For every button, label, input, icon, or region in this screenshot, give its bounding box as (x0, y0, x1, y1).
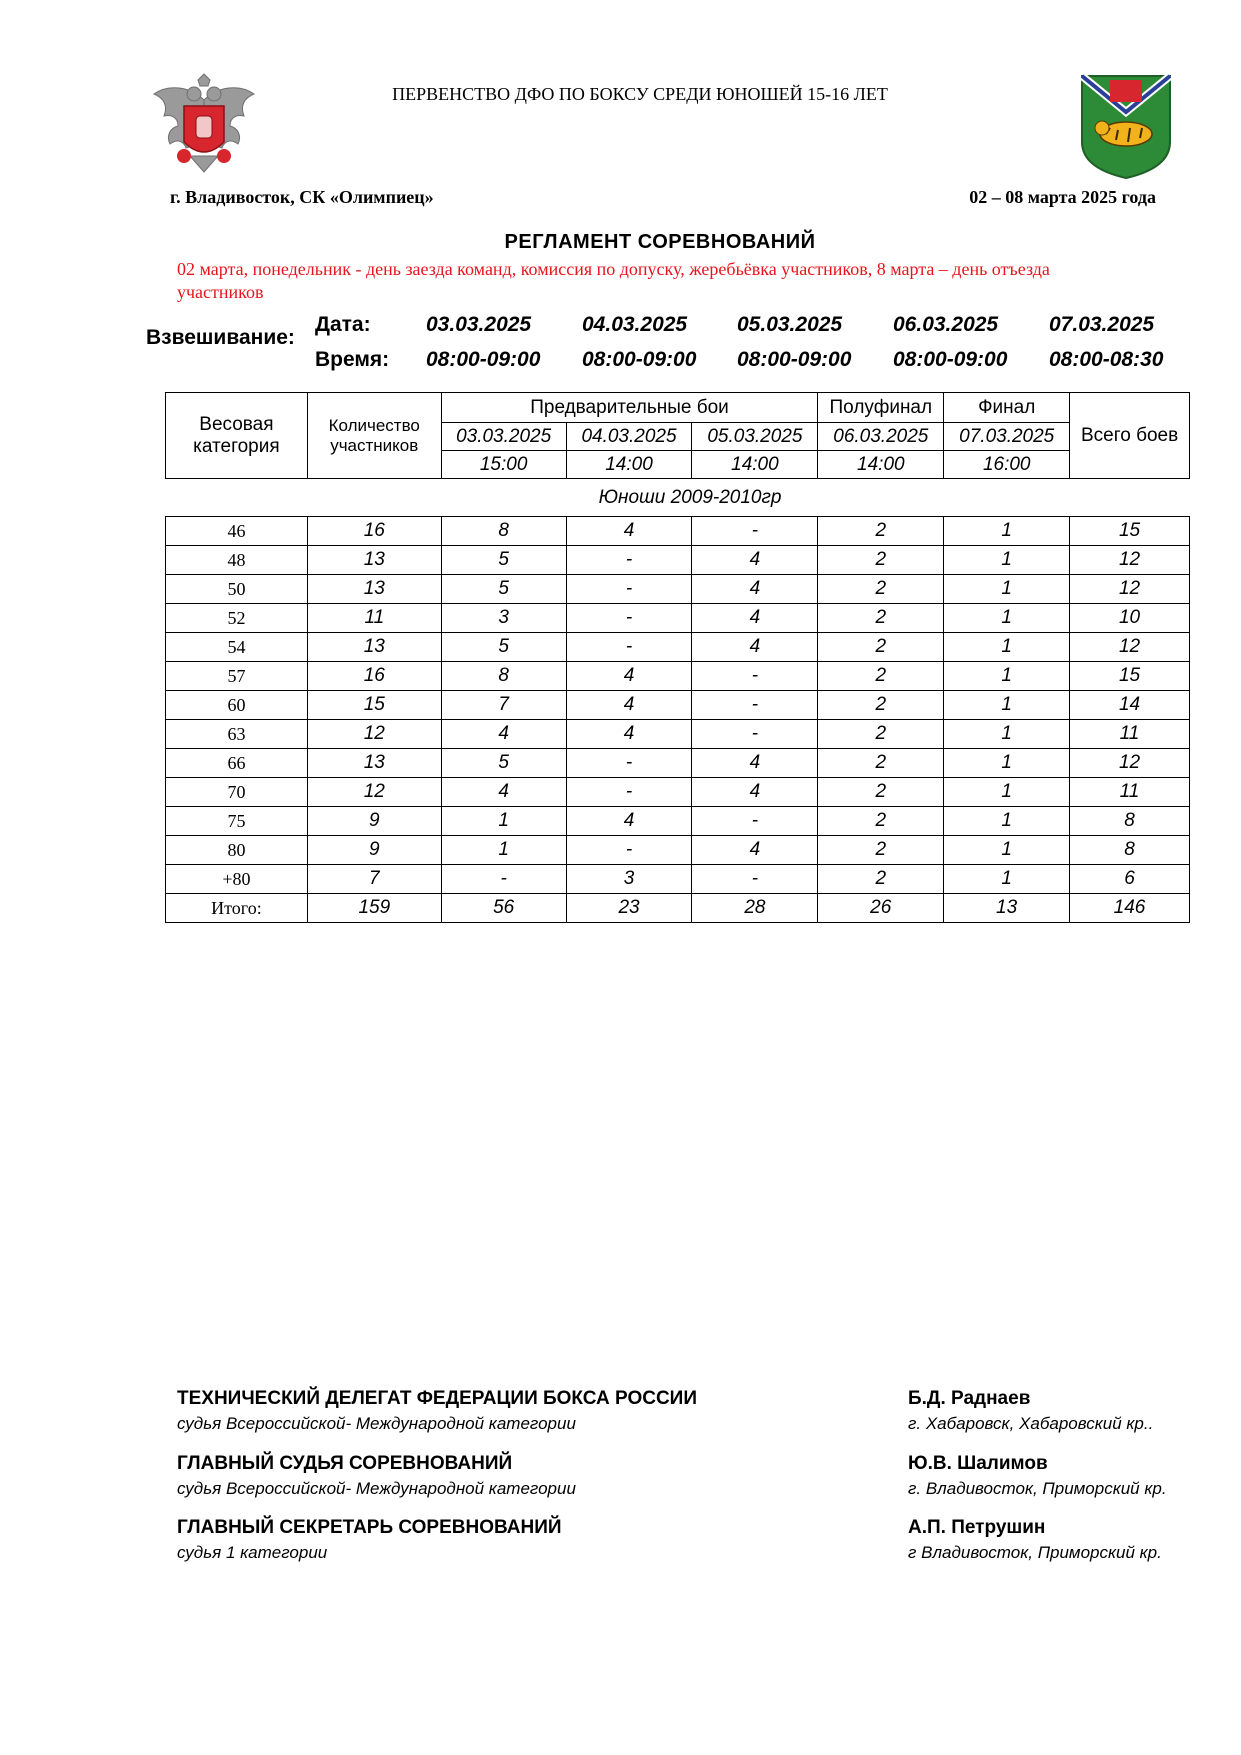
cell-d2: 4 (566, 691, 692, 720)
cell-d3: - (692, 517, 818, 546)
table-row (166, 604, 1190, 633)
round-date-4: 06.03.2025 (818, 423, 944, 451)
table-row (166, 546, 1190, 575)
weighing-date-label: Дата: (315, 313, 371, 336)
cell-total: 12 (1070, 575, 1190, 604)
cell-total: 8 (1070, 807, 1190, 836)
cell-f: 1 (944, 778, 1070, 807)
cell-d2: - (566, 604, 692, 633)
weighing-time-1: 08:00-09:00 (426, 348, 541, 371)
regulation-notice: 02 марта, понедельник - день заезда команд, комиссия по допуску, жеребьёвка участников, 8 марта – день отъезда участников (177, 259, 1050, 302)
cell-d1: - (441, 865, 566, 894)
cell-d2: - (566, 749, 692, 778)
cell-sf: 2 (818, 662, 944, 691)
cell-f: 1 (944, 604, 1070, 633)
table-row (166, 807, 1190, 836)
venue-text: г. Владивосток, СК «Олимпиец» (170, 187, 434, 207)
cell-d1: 8 (441, 662, 566, 691)
cell-d3: - (692, 720, 818, 749)
cell-sf: 2 (818, 575, 944, 604)
cell-total: 15 (1070, 662, 1190, 691)
table-row (166, 633, 1190, 662)
cell-f: 1 (944, 691, 1070, 720)
weighing-time-3: 08:00-09:00 (737, 348, 852, 371)
cell-cat: 70 (166, 778, 308, 807)
signature-role-3: ГЛАВНЫЙ СЕКРЕТАРЬ СОРЕВНОВАНИЙ (177, 1517, 562, 1538)
cell-f: 1 (944, 807, 1070, 836)
cell-total: 6 (1070, 865, 1190, 894)
signature-name-2: Ю.В. Шалимов (908, 1453, 1048, 1474)
cell-d3: - (692, 807, 818, 836)
cell-d2: - (566, 836, 692, 865)
cell-d3: 28 (692, 894, 818, 923)
table-row (166, 778, 1190, 807)
cell-cat: 50 (166, 575, 308, 604)
table-row (166, 662, 1190, 691)
cell-d1: 5 (441, 749, 566, 778)
cell-cat: 60 (166, 691, 308, 720)
cell-n: 9 (307, 836, 441, 865)
cell-d3: 4 (692, 836, 818, 865)
cell-cat: 54 (166, 633, 308, 662)
cell-d3: - (692, 691, 818, 720)
primorsky-coat-of-arms-icon (1080, 72, 1172, 180)
cell-n: 13 (307, 546, 441, 575)
cell-sf: 2 (818, 749, 944, 778)
cell-cat: 63 (166, 720, 308, 749)
cell-sf: 2 (818, 778, 944, 807)
cell-total: 11 (1070, 778, 1190, 807)
cell-f: 13 (944, 894, 1070, 923)
cell-sf: 2 (818, 633, 944, 662)
cell-total: 146 (1070, 894, 1190, 923)
cell-n: 12 (307, 778, 441, 807)
cell-cat: 66 (166, 749, 308, 778)
cell-total: 14 (1070, 691, 1190, 720)
cell-d1: 1 (441, 807, 566, 836)
cell-total: 11 (1070, 720, 1190, 749)
page-title: ПЕРВЕНСТВО ДФО ПО БОКСУ СРЕДИ ЮНОШЕЙ 15-16 ЛЕТ (392, 84, 888, 104)
round-time-2: 14:00 (566, 451, 692, 479)
header-weight-category: Весовая категория (166, 393, 308, 479)
cell-d1: 5 (441, 575, 566, 604)
cell-sf: 2 (818, 604, 944, 633)
cell-f: 1 (944, 720, 1070, 749)
cell-sf: 2 (818, 720, 944, 749)
totals-row (166, 894, 1190, 923)
cell-d1: 4 (441, 778, 566, 807)
federation-emblem-icon (150, 72, 258, 176)
cell-n: 15 (307, 691, 441, 720)
signature-name-3: А.П. Петрушин (908, 1517, 1046, 1538)
cell-n: 11 (307, 604, 441, 633)
cell-sf: 2 (818, 691, 944, 720)
cell-d2: 4 (566, 662, 692, 691)
cell-sf: 2 (818, 836, 944, 865)
signature-desc-1: судья Всероссийской- Международной категории (177, 1414, 576, 1433)
table-row (166, 749, 1190, 778)
weighing-time-4: 08:00-09:00 (893, 348, 1008, 371)
weighing-date-3: 05.03.2025 (737, 313, 843, 336)
cell-d2: 23 (566, 894, 692, 923)
weighing-date-2: 04.03.2025 (582, 313, 688, 336)
cell-d3: 4 (692, 575, 818, 604)
cell-d3: 4 (692, 604, 818, 633)
signature-name-1: Б.Д. Раднаев (908, 1388, 1031, 1409)
weighing-date-1: 03.03.2025 (426, 313, 532, 336)
table-row (166, 575, 1190, 604)
cell-d1: 8 (441, 517, 566, 546)
round-date-5: 07.03.2025 (944, 423, 1070, 451)
table-row (166, 865, 1190, 894)
round-time-4: 14:00 (818, 451, 944, 479)
signature-role-2: ГЛАВНЫЙ СУДЬЯ СОРЕВНОВАНИЙ (177, 1453, 513, 1474)
group-label: Юноши 2009-2010гр (598, 487, 782, 508)
cell-cat: 46 (166, 517, 308, 546)
cell-sf: 26 (818, 894, 944, 923)
cell-n: 7 (307, 865, 441, 894)
cell-d3: - (692, 662, 818, 691)
cell-sf: 2 (818, 517, 944, 546)
cell-cat: +80 (166, 865, 308, 894)
table-row (166, 720, 1190, 749)
cell-n: 16 (307, 517, 441, 546)
event-dates: 02 – 08 марта 2025 года (969, 187, 1156, 207)
cell-d1: 4 (441, 720, 566, 749)
cell-d2: - (566, 633, 692, 662)
regulation-title: РЕГЛАМЕНТ СОРЕВНОВАНИЙ (504, 231, 816, 253)
cell-d3: - (692, 865, 818, 894)
cell-cat: 75 (166, 807, 308, 836)
cell-n: 13 (307, 633, 441, 662)
bouts-table (165, 516, 1190, 923)
cell-f: 1 (944, 633, 1070, 662)
round-time-3: 14:00 (692, 451, 818, 479)
cell-d2: 4 (566, 517, 692, 546)
cell-d1: 3 (441, 604, 566, 633)
cell-total: 8 (1070, 836, 1190, 865)
weighing-time-label: Время: (315, 348, 390, 371)
cell-cat: 80 (166, 836, 308, 865)
cell-sf: 2 (818, 807, 944, 836)
cell-f: 1 (944, 836, 1070, 865)
signature-location-2: г. Владивосток, Приморский кр. (908, 1479, 1167, 1498)
header-preliminary: Предварительные бои (441, 393, 818, 423)
cell-n: 13 (307, 575, 441, 604)
header-participants: Количество участников (307, 393, 441, 479)
cell-f: 1 (944, 517, 1070, 546)
cell-f: 1 (944, 865, 1070, 894)
cell-d3: 4 (692, 749, 818, 778)
cell-sf: 2 (818, 865, 944, 894)
cell-f: 1 (944, 662, 1070, 691)
cell-d3: 4 (692, 546, 818, 575)
cell-n: 9 (307, 807, 441, 836)
cell-sf: 2 (818, 546, 944, 575)
table-row (166, 517, 1190, 546)
round-date-3: 05.03.2025 (692, 423, 818, 451)
cell-total: 15 (1070, 517, 1190, 546)
cell-total: 12 (1070, 633, 1190, 662)
cell-d1: 5 (441, 546, 566, 575)
round-time-5: 16:00 (944, 451, 1070, 479)
signature-desc-2: судья Всероссийской- Международной категории (177, 1479, 576, 1498)
weighing-label: Взвешивание: (146, 326, 295, 349)
weighing-date-5: 07.03.2025 (1049, 313, 1155, 336)
signature-role-1: ТЕХНИЧЕСКИЙ ДЕЛЕГАТ ФЕДЕРАЦИИ БОКСА РОССИИ (177, 1388, 697, 1409)
signature-desc-3: судья 1 категории (177, 1543, 328, 1562)
cell-d2: - (566, 575, 692, 604)
cell-d1: 1 (441, 836, 566, 865)
signature-location-1: г. Хабаровск, Хабаровский кр.. (908, 1414, 1154, 1433)
cell-cat: 52 (166, 604, 308, 633)
cell-d2: 4 (566, 720, 692, 749)
cell-d2: 4 (566, 807, 692, 836)
cell-total: 12 (1070, 749, 1190, 778)
header-total-bouts: Всего боев (1070, 393, 1190, 479)
cell-d3: 4 (692, 778, 818, 807)
round-time-1: 15:00 (441, 451, 566, 479)
schedule-header-table (165, 392, 1190, 479)
table-row (166, 691, 1190, 720)
cell-f: 1 (944, 749, 1070, 778)
cell-total: 12 (1070, 546, 1190, 575)
table-row (166, 836, 1190, 865)
cell-cat: 48 (166, 546, 308, 575)
cell-total: 10 (1070, 604, 1190, 633)
cell-d1: 7 (441, 691, 566, 720)
weighing-time-2: 08:00-09:00 (582, 348, 697, 371)
cell-n: 159 (307, 894, 441, 923)
cell-d1: 5 (441, 633, 566, 662)
round-date-1: 03.03.2025 (441, 423, 566, 451)
cell-d3: 4 (692, 633, 818, 662)
cell-f: 1 (944, 546, 1070, 575)
cell-d2: - (566, 778, 692, 807)
header-semifinal: Полуфинал (818, 393, 944, 423)
cell-f: 1 (944, 575, 1070, 604)
round-date-2: 04.03.2025 (566, 423, 692, 451)
cell-cat: 57 (166, 662, 308, 691)
cell-n: 16 (307, 662, 441, 691)
header-final: Финал (944, 393, 1070, 423)
cell-cat: Итого: (166, 894, 308, 923)
weighing-time-5: 08:00-08:30 (1049, 348, 1164, 371)
cell-d2: - (566, 546, 692, 575)
cell-n: 12 (307, 720, 441, 749)
weighing-date-4: 06.03.2025 (893, 313, 999, 336)
cell-n: 13 (307, 749, 441, 778)
cell-d1: 56 (441, 894, 566, 923)
signature-location-3: г Владивосток, Приморский кр. (908, 1543, 1162, 1562)
cell-d2: 3 (566, 865, 692, 894)
